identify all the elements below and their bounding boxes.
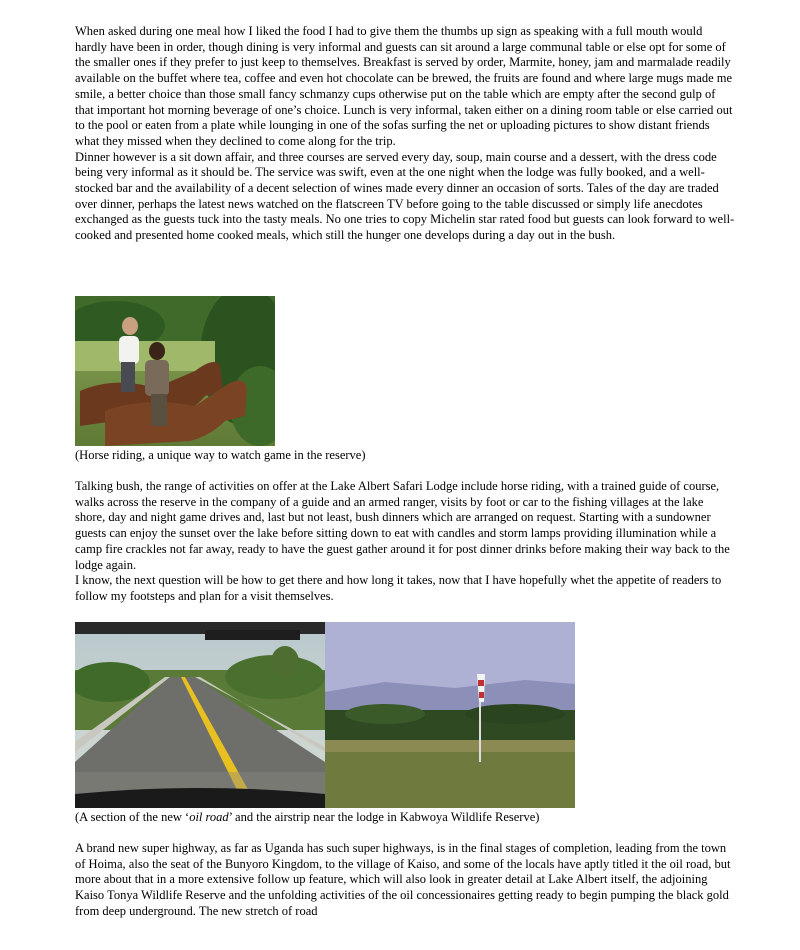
oil-road-photo — [75, 622, 325, 808]
paragraph-activities: Talking bush, the range of activities on offer at the Lake Albert Safari Lodge include horse riding, with a trained guide of course, walks across the reserve in the company of a guide and an armed ranger, visits by foot or car to the fishing villages at the lake shore, day and night game drives and, last but not least, bush dinners which are arranged on request. Starting with a sundowner guests can enjoy the sunset over the lake before sitting down to eat with candles and storm lamps providing illumination while a camp fire crackles not far away, ready to have the guest gather around it for post dinner drinks before making their way back to the lodge again. — [75, 479, 730, 572]
paragraph-getting-there: I know, the next question will be how to get there and how long it takes, now that I have hopefully whet the appetite of readers to follow my footsteps and plan for a visit themselves. — [75, 573, 722, 603]
road-airstrip-caption: (A section of the new ‘oil road’ and the airstrip near the lodge in Kabwoya Wildlife Reserve) — [75, 810, 540, 824]
article-text-bottom — [75, 841, 735, 920]
horse-riding-caption: (Horse riding, a unique way to watch game in the reserve) — [75, 448, 366, 462]
article-text-top — [75, 24, 735, 244]
airstrip-photo — [325, 622, 575, 808]
paragraph-oil-road: A brand new super highway, as far as Uganda has such super highways, is in the final stages of completion, leading from the town of Hoima, also the seat of the Bunyoro Kingdom, to the village of Kaiso, and some of the locals have aptly titled it the oil road, but more about that in a more extensive follow up feature, which will also look in greater detail at Lake Albert itself, the adjoining Kaiso Tonya Wildlife Reserve and the unfolding activities of the oil concessionaires getting ready to begin pumping the black gold from deep underground. The new stretch of road — [75, 841, 731, 918]
article-text-middle — [75, 479, 735, 605]
paragraph-dining: When asked during one meal how I liked the food I had to give them the thumbs up sign as speaking with a full mouth would hardly have been in order, though dining is very informal and guests can sit around a large communal table or else opt for some of the smaller ones if they prefer to just keep to themselves. Breakfast is served by order, Marmite, honey, jam and marmalade readily available on the buffet where tea, coffee and even hot chocolate can be brewed, the fruits are found and where large mugs made me smile, a better choice than those small fancy schmanzy cups otherwise put on the table which are empty after the second gulp of that important hot morning beverage of one’s choice. Lunch is very informal, taken either on a dining room table or else carried out to the pool or eaten from a plate while lounging in one of the sofas surfing the net or uploading pictures to show distant friends what they missed when they declined to come along for the trip. — [75, 24, 733, 148]
horse-riding-photo — [75, 296, 275, 446]
paragraph-dinner: Dinner however is a sit down affair, and three courses are served every day, soup, main course and a dessert, with the dress code being very informal as it should be. The service was swift, even at the one night when the lodge was fully booked, and a well-stocked bar and the availability of a decent selection of wines made every dinner an occasion of sorts. Tales of the day are traded over dinner, perhaps the latest news watched on the flatscreen TV before going to the table discussed or simply life anecdotes exchanged as the guests tuck into the tasty meals. No one tries to copy Michelin star rated food but guests can look forward to well-cooked and presented home cooked meals, which still the hunger one develops during a day out in the bush. — [75, 149, 735, 243]
